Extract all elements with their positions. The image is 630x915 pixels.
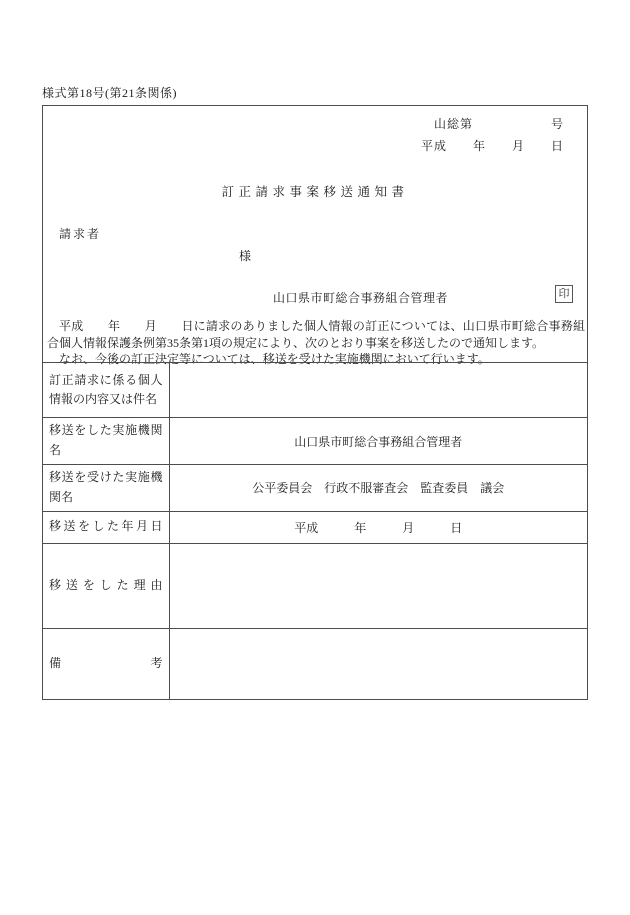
addressee-honorific: 様 <box>239 249 252 263</box>
row-label: 備考 <box>43 628 169 699</box>
row-label: 移送をした理由 <box>43 543 169 628</box>
document-number-line: 山総第 号 <box>433 117 564 131</box>
body-paragraph-2: なお、今後の訂正決定等については、移送を受けた実施機関において行います。 <box>59 352 490 366</box>
row-value <box>169 628 587 699</box>
claimant-label: 請求者 <box>59 227 102 241</box>
row-label: 移送をした年月日 <box>43 511 169 543</box>
row-label: 訂正請求に係る個人情報の内容又は件名 <box>43 363 169 418</box>
row-label: 移送を受けた実施機関名 <box>43 464 169 511</box>
document-title: 訂正請求事案移送通知書 <box>221 185 409 199</box>
row-value: 平成 年 月 日 <box>169 511 587 543</box>
seal-stamp-box: 印 <box>555 285 573 303</box>
notification-body <box>47 318 585 368</box>
table-row-personal-info <box>43 363 587 418</box>
notification-table <box>43 362 587 699</box>
document-date-line: 平成 年 月 日 <box>420 139 564 153</box>
issuer-name: 山口県市町総合事務組合管理者 <box>273 291 449 305</box>
row-value: 公平委員会 行政不服審査会 監査委員 議会 <box>169 464 587 511</box>
table-row-transfer-reason <box>43 543 587 628</box>
table-row-transferring-agency <box>43 418 587 465</box>
table-row-transfer-date <box>43 511 587 543</box>
row-value: 山口県市町総合事務組合管理者 <box>169 418 587 465</box>
row-value <box>169 363 587 418</box>
body-paragraph-1: 平成 年 月 日に請求のありました個人情報の訂正については、山口県市町総合事務組合個人情報保護条例第35条第1項の規定により、次のとおり事案を移送したので通知します。 <box>47 319 585 350</box>
table-row-receiving-agency <box>43 464 587 511</box>
table-row-remarks <box>43 628 587 699</box>
row-label: 移送をした実施機関名 <box>43 418 169 465</box>
row-value <box>169 543 587 628</box>
form-border-box <box>42 105 588 700</box>
form-number: 様式第18号(第21条関係) <box>42 86 177 100</box>
